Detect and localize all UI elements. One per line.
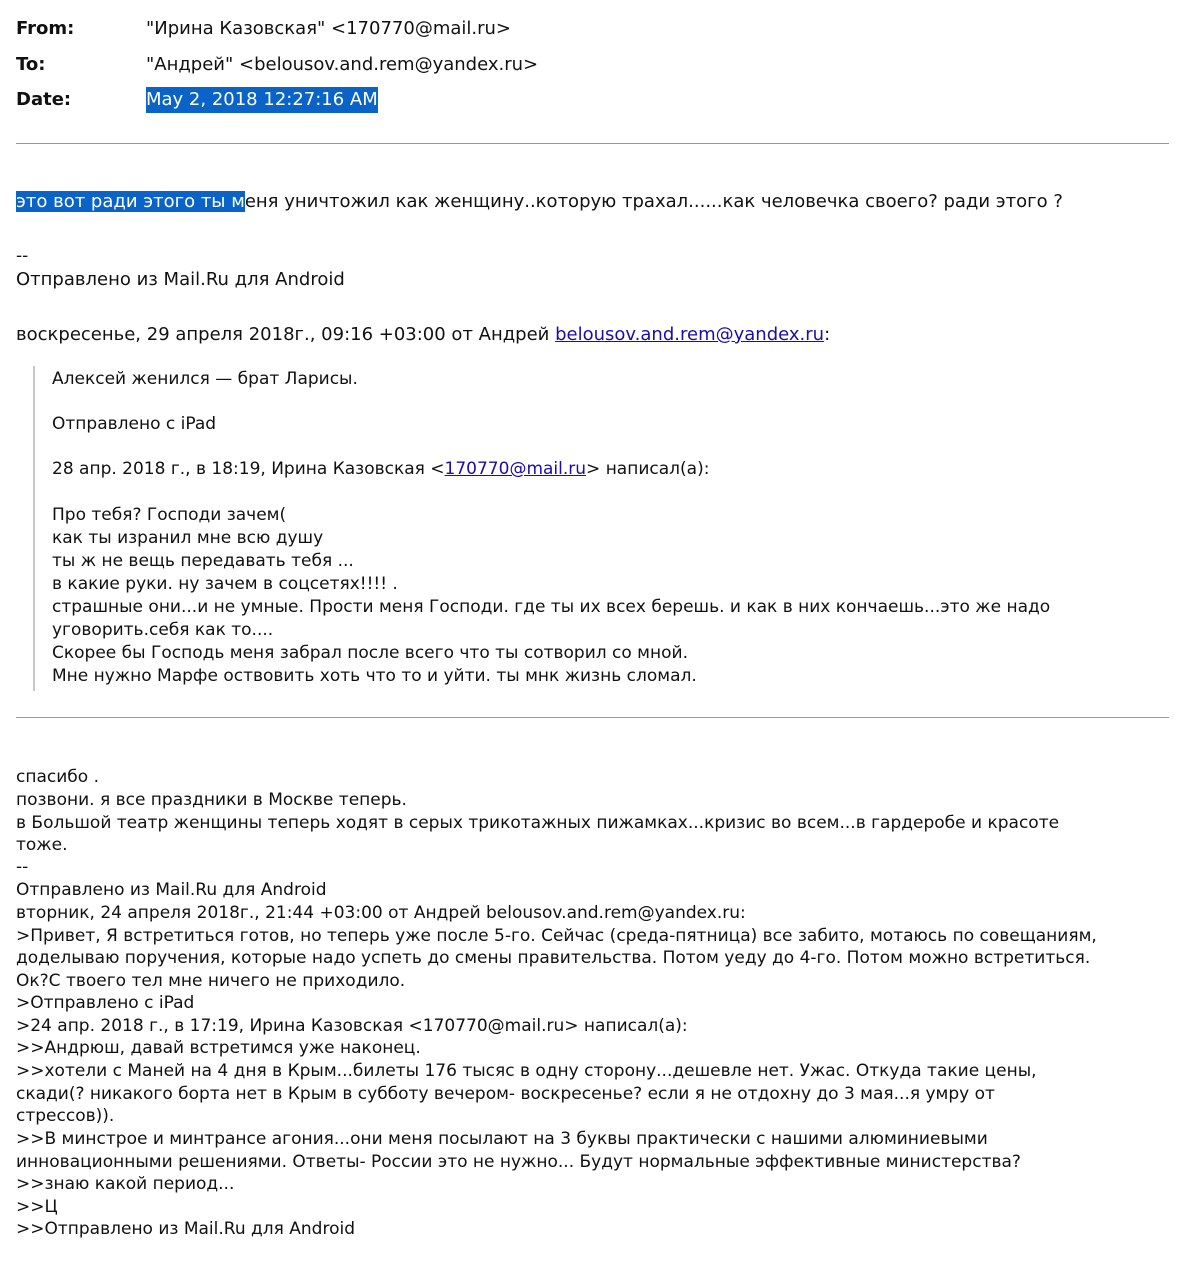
- to-value[interactable]: "Андрей" <belousov.and.rem@yandex.ru>: [146, 54, 539, 75]
- header-divider: [16, 143, 1169, 144]
- selected-text[interactable]: это вот ради этого ты м: [16, 191, 245, 212]
- quote-body-line: Мне нужно Марфе оствовить хоть что то и уйти. ты мнк жизнь сломал.: [52, 666, 697, 686]
- older-line: >>В минстрое и минтрансе агония...они меня посылают на 3 буквы практически с нашими алюминиевыми: [16, 1129, 988, 1149]
- older-line: Отправлено из Mail.Ru для Android: [16, 880, 327, 900]
- older-line: >>Ц: [16, 1197, 58, 1217]
- older-line: спасибо .: [16, 767, 99, 787]
- quote-body-line: как ты изранил мне всю душу: [52, 528, 324, 548]
- older-line: >Привет, Я встретиться готов, но теперь уже после 5-го. Сейчас (среда-пятница) все забито, мотаюсь по совещаниям,: [16, 926, 1097, 946]
- older-line: стрессов)).: [16, 1106, 115, 1126]
- older-line: вторник, 24 апреля 2018г., 21:44 +03:00 от Андрей belousov.and.rem@yandex.ru:: [16, 903, 746, 923]
- date-label: Date:: [16, 89, 72, 110]
- quote-body-line: Скорее бы Господь меня забрал после всего что ты сотворил со мной.: [52, 643, 688, 663]
- quote-body-line: в какие руки. ну зачем в соцсетях!!!! .: [52, 574, 398, 594]
- older-line: позвони. я все праздники в Москве теперь.: [16, 790, 407, 810]
- reply-email-link[interactable]: belousov.and.rem@yandex.ru: [555, 324, 825, 345]
- reply-intro-text: воскресенье, 29 апреля 2018г., 09:16 +03:00 от Андрей: [16, 324, 556, 345]
- older-line: >>Андрюш, давай встретимся уже наконец.: [16, 1038, 421, 1058]
- from-value[interactable]: "Ирина Казовская" <170770@mail.ru>: [146, 18, 511, 39]
- quote-email-link[interactable]: 170770@mail.ru: [444, 459, 587, 479]
- older-line: --: [16, 857, 29, 877]
- quote-line-3-pre: 28 апр. 2018 г., в 18:19, Ирина Казовская <: [52, 459, 445, 479]
- reply-colon: :: [824, 324, 831, 345]
- older-line: скади(? никакого борта нет в Крым в субботу вечером- воскресенье? если я не отдохну до 3 мая...я умру от: [16, 1084, 995, 1104]
- quote-line-1: Алексей женился — брат Ларисы.: [52, 369, 358, 389]
- quote-body-line: страшные они...и не умные. Прости меня Господи. где ты их всех берешь. и как в них кончаешь...это же надо: [52, 597, 1051, 617]
- older-line: инновационными решениями. Ответы- России это не нужно... Будут нормальные эффективные министерства?: [16, 1152, 1021, 1172]
- older-line: Ок?С твоего тел мне ничего не приходило.: [16, 971, 406, 991]
- from-label: From:: [16, 18, 75, 39]
- quote-line-3: [52, 458, 709, 481]
- older-line: >24 апр. 2018 г., в 17:19, Ирина Казовская <170770@mail.ru> написал(а):: [16, 1016, 688, 1036]
- signature-text: Отправлено из Mail.Ru для Android: [16, 269, 345, 290]
- quote-body-line: Про тебя? Господи зачем(: [52, 505, 287, 525]
- body-text: еня уничтожил как женщину..которую трахал......как человечка своего? ради этого ?: [244, 191, 1063, 212]
- older-line: в Большой театр женщины теперь ходят в серых трикотажных пижамках...кризис во всем...в гардеробе и красоте: [16, 813, 1060, 833]
- older-line: >>знаю какой период...: [16, 1174, 235, 1194]
- message-body: [16, 190, 1063, 213]
- date-value-selected[interactable]: May 2, 2018 12:27:16 AM: [146, 87, 378, 113]
- older-line: >>Отправлено из Mail.Ru для Android: [16, 1219, 355, 1239]
- quote-body-line: уговорить.себя как то....: [52, 620, 274, 640]
- older-line: >>хотели с Маней на 4 дня в Крым...билеты 176 тысяс в одну сторону...дешевле нет. Ужас. Откуда такие цены,: [16, 1061, 1037, 1081]
- older-line: доделываю поручения, которые надо успеть до смены правительства. Потом уеду до 4-го. Потом можно встретиться.: [16, 948, 1091, 968]
- older-line: тоже.: [16, 835, 68, 855]
- to-label: To:: [16, 54, 46, 75]
- signature-dashes: --: [16, 246, 29, 266]
- quote-body-line: ты ж не вещь передавать тебя ...: [52, 551, 354, 571]
- quote-line-2: Отправлено с iPad: [52, 414, 217, 434]
- older-line: >Отправлено с iPad: [16, 993, 195, 1013]
- quote-line-3-post: > написал(а):: [586, 459, 710, 479]
- quote-divider: [16, 717, 1169, 718]
- quoted-message: [33, 366, 1165, 691]
- reply-header: [16, 323, 830, 346]
